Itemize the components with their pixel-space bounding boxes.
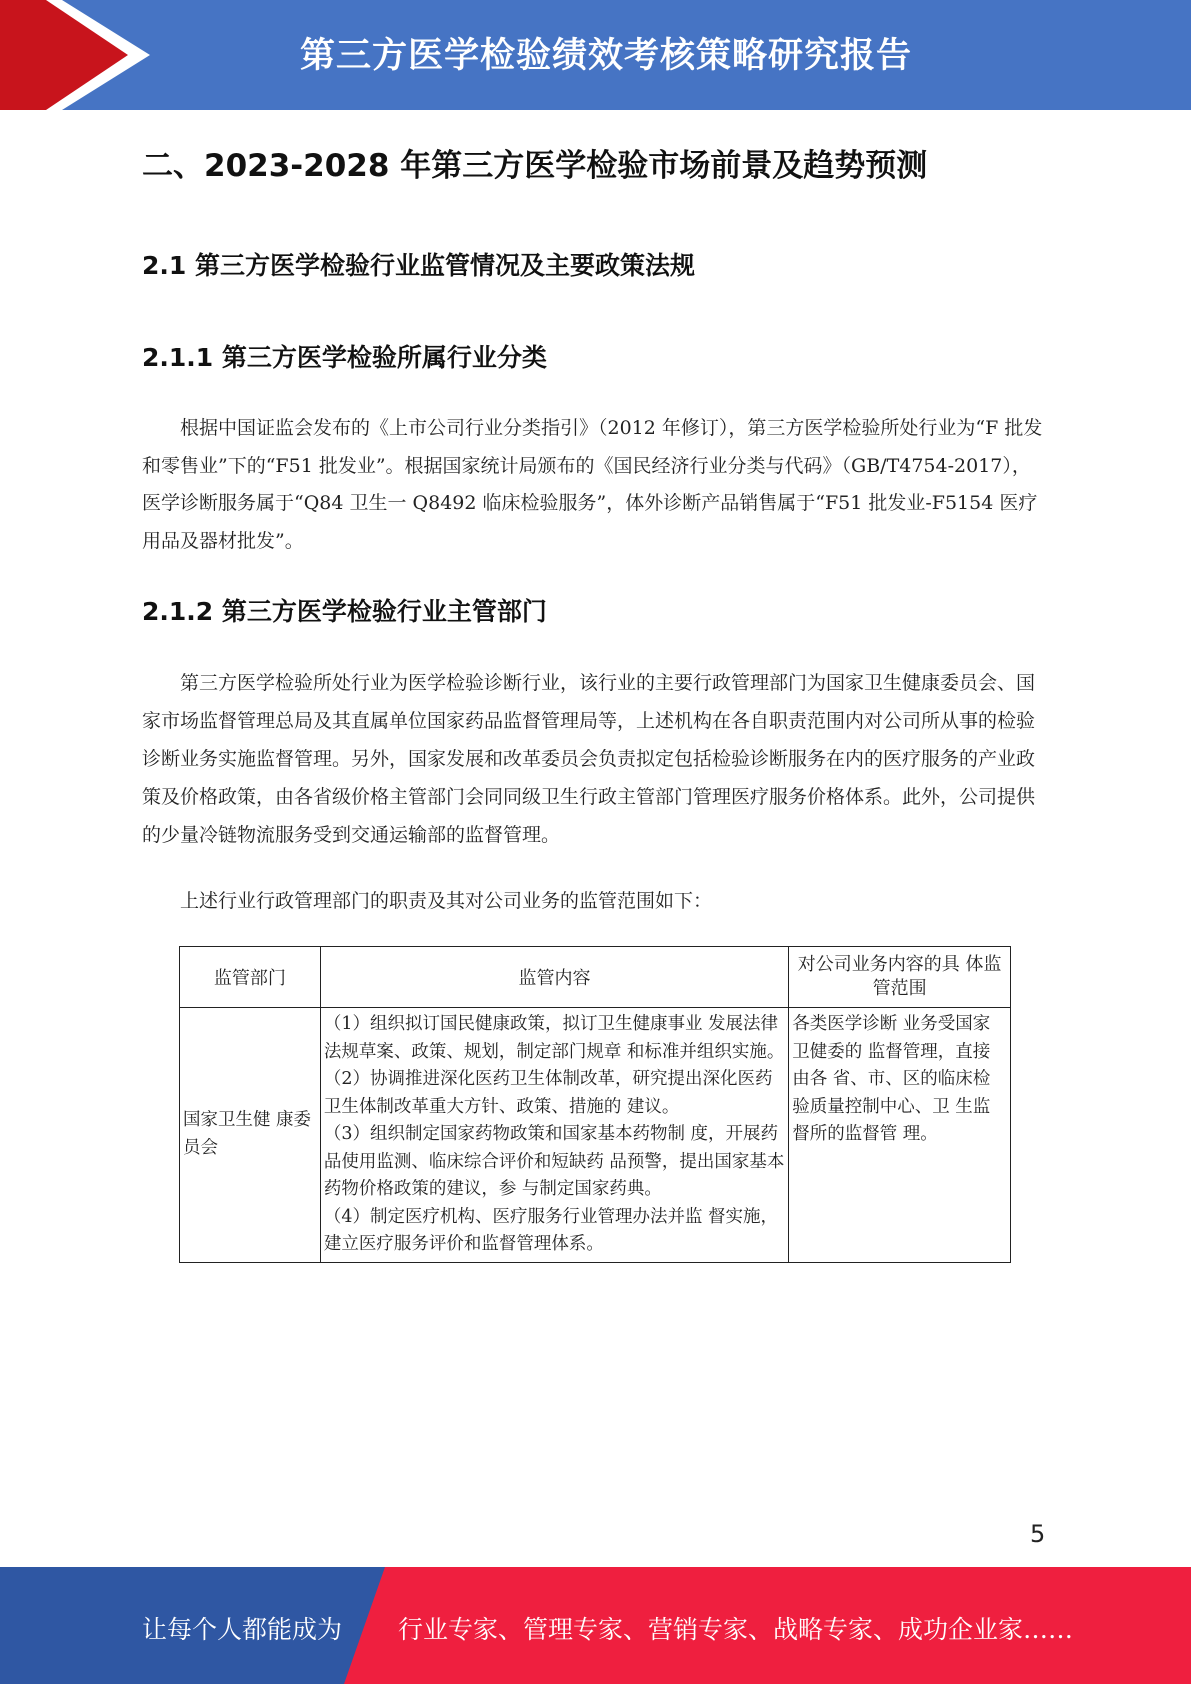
content-line: （3）组织制定国家药物政策和国家基本药物制 度，开展药品使用监测、临床综合评价和短缺药 品预警，提出国家基本药物价格政策的建议，参 与制定国家药典。 [323,1124,785,1199]
sub-subsection-title-1: 2.1.1 第三方医学检验所属行业分类 [142,343,547,372]
table-row [180,1008,1011,1263]
paragraph: 上述行业行政管理部门的职责及其对公司业务的监管范围如下： [180,890,713,912]
content-line: （2）协调推进深化医药卫生体制改革，研究提出深化医药卫生体制改革重大方针、政策、措施的 建议。 [323,1069,773,1117]
table-header-row [180,947,1011,1008]
page-header [0,0,1191,110]
regulation-table [179,946,1011,1263]
table-header-cell: 监管部门 [180,947,321,1008]
department-cell: 国家卫生健 康委员会 [180,1008,321,1263]
paragraph-industry-classification [142,410,1046,560]
table-header-cell: 对公司业务内容的具 体监管范围 [789,947,1011,1008]
content-cell [320,1008,788,1263]
content-line: （4）制定医疗机构、医疗服务行业管理办法并监 督实施，建立医疗服务评价和监督管理体系。 [323,1206,779,1254]
paragraph-authorities [142,664,1046,854]
footer-slogan-left: 让每个人都能成为 [142,1615,343,1644]
paragraph: 根据中国证监会发布的《上市公司行业分类指引》（2012 年修订），第三方医学检验所处行业为“F 批发和零售业”下的“F51 批发业”。根据国家统计局颁布的《国民经济行业分类与代码》（GB/T4754-2017），医学诊断服务属于“Q84 卫生一 Q8492 临床检验服务”，体外诊断产品销售属于“F51 批发业-F5154 医疗用品及器材批发”。 [142,417,1043,552]
page-number: 5 [1030,1520,1046,1548]
subsection-title: 2.1 第三方医学检验行业监管情况及主要政策法规 [142,251,695,280]
section-title: 二、2023-2028 年第三方医学检验市场前景及趋势预测 [142,148,928,184]
sub-subsection-title-2: 2.1.2 第三方医学检验行业主管部门 [142,597,547,626]
table-header-cell: 监管内容 [320,947,788,1008]
paragraph-table-intro [142,886,1046,916]
scope-cell: 各类医学诊断 业务受国家卫健委的 监督管理，直接由各 省、市、区的临床检验质量控制中心、卫 生监督所的监督管 理。 [789,1008,1011,1263]
footer-slogan-right: 行业专家、管理专家、营销专家、战略专家、成功企业家…… [398,1615,1074,1644]
header-title: 第三方医学检验绩效考核策略研究报告 [300,36,913,76]
page-footer [0,1567,1191,1684]
content-line: （1）组织拟订国民健康政策，拟订卫生健康事业 发展法律法规草案、政策、规划，制定部门规章 和标准并组织实施。 [323,1014,785,1062]
paragraph: 第三方医学检验所处行业为医学检验诊断行业，该行业的主要行政管理部门为国家卫生健康委员会、国家市场监督管理总局及其直属单位国家药品监督管理局等，上述机构在各自职责范围内对公司所从事的检验诊断业务实施监督管理。另外，国家发展和改革委员会负责拟定包括检验诊断服务在内的医疗服务的产业政策及价格政策，由各省级价格主管部门会同同级卫生行政主管部门管理医疗服务价格体系。此外，公司提供的少量冷链物流服务受到交通运输部的监督管理。 [142,672,1036,846]
